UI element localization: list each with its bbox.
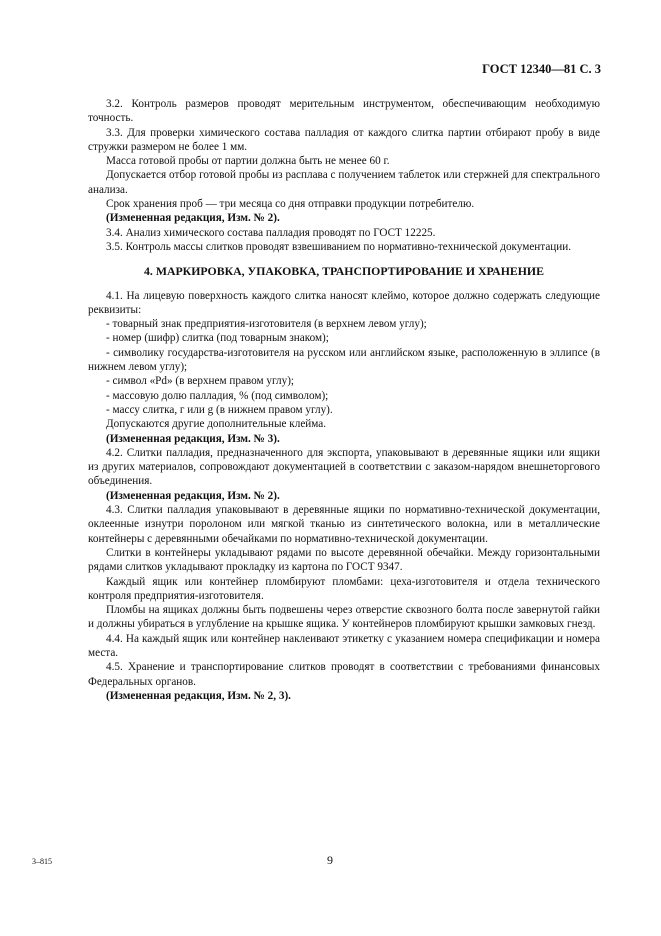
paragraph: 4.1. На лицевую поверхность каждого слитка наносят клеймо, которое должно содержать следующие реквизиты: [88, 289, 600, 316]
change-note: (Измененная редакция, Изм. № 2). [106, 489, 280, 502]
print-code: 3–815 [32, 857, 52, 866]
page-body [88, 97, 600, 703]
list-item: - символику государства-изготовителя на русском или английском языке, расположенную в эллипсе (в нижнем левом углу); [88, 346, 600, 374]
paragraph: Масса готовой пробы от партии должна быть не менее 60 г. [106, 155, 390, 168]
paragraph: Пломбы на ящиках должны быть подвешены через отверстие сквозного болта после завернутой гайки и должны убираться в углубление на крышке ящика. У контейнеров пломбируют крышки замковых гнезд. [88, 604, 600, 631]
paragraph: 3.4. Анализ химического состава палладия проводят по ГОСТ 12225. [106, 226, 436, 239]
paragraph: 3.2. Контроль размеров проводят мерительным инструментом, обеспечивающим необходимую точность. [88, 98, 600, 125]
paragraph: 3.5. Контроль массы слитков проводят взвешиванием по нормативно-технической документации. [106, 240, 572, 253]
paragraph: 3.3. Для проверки химического состава палладия от каждого слитка партии отбирают пробу в виде стружки размером не более 1 мм. [88, 126, 600, 153]
paragraph: 4.4. На каждый ящик или контейнер наклеивают этикетку с указанием номера спецификации и номера места. [88, 632, 600, 659]
paragraph: 4.3. Слитки палладия упаковывают в деревянные ящики по нормативно-технической документации, оклеенные изнутри поролоном или мягкой тканью из синтетического волокна, или в металлические контейнеры с деревянными обечайками по нормативно-технической документации. [88, 504, 600, 545]
paragraph: Допускаются другие дополнительные клейма. [106, 418, 327, 431]
change-note: (Измененная редакция, Изм. № 2). [106, 212, 280, 225]
paragraph: 4.5. Хранение и транспортирование слитков проводят в соответствии с требованиями финансовых Федеральных органов. [88, 661, 600, 688]
list-item: - символ «Pd» (в верхнем правом углу); [106, 375, 295, 388]
list-item: - номер (шифр) слитка (под товарным знаком); [106, 332, 329, 345]
page-header-title: ГОСТ 12340—81 С. 3 [482, 62, 601, 76]
list-item: - массовую долю палладия, % (под символом); [106, 389, 329, 402]
list-item: - товарный знак предприятия-изготовителя (в верхнем левом углу); [106, 318, 427, 331]
section-heading: 4. МАРКИРОВКА, УПАКОВКА, ТРАНСПОРТИРОВАНИЕ И ХРАНЕНИЕ [144, 264, 544, 279]
paragraph: Слитки в контейнеры укладывают рядами по высоте деревянной обечайки. Между горизонтальными рядами слитков укладывают прокладку из картона по ГОСТ 9347. [88, 546, 600, 574]
change-note: (Измененная редакция, Изм. № 2, 3). [106, 689, 291, 702]
paragraph: Допускается отбор готовой пробы из расплава с получением таблеток или стержней для спектрального анализа. [88, 169, 600, 196]
paragraph: 4.2. Слитки палладия, предназначенного для экспорта, упаковывают в деревянные ящики или ящики из других материалов, сопровождают документацией в соответствии с заказом-нарядом внешнеторгового объединения. [88, 446, 600, 488]
paragraph: Каждый ящик или контейнер пломбируют пломбами: цеха-изготовителя и отдела технического контроля предприятия-изготовителя. [88, 575, 600, 602]
change-note: (Измененная редакция, Изм. № 3). [106, 432, 280, 445]
list-item: - массу слитка, г или g (в нижнем правом углу). [106, 403, 333, 416]
paragraph: Срок хранения проб — три месяца со дня отправки продукции потребителю. [106, 198, 475, 211]
page-number: 9 [327, 853, 333, 867]
